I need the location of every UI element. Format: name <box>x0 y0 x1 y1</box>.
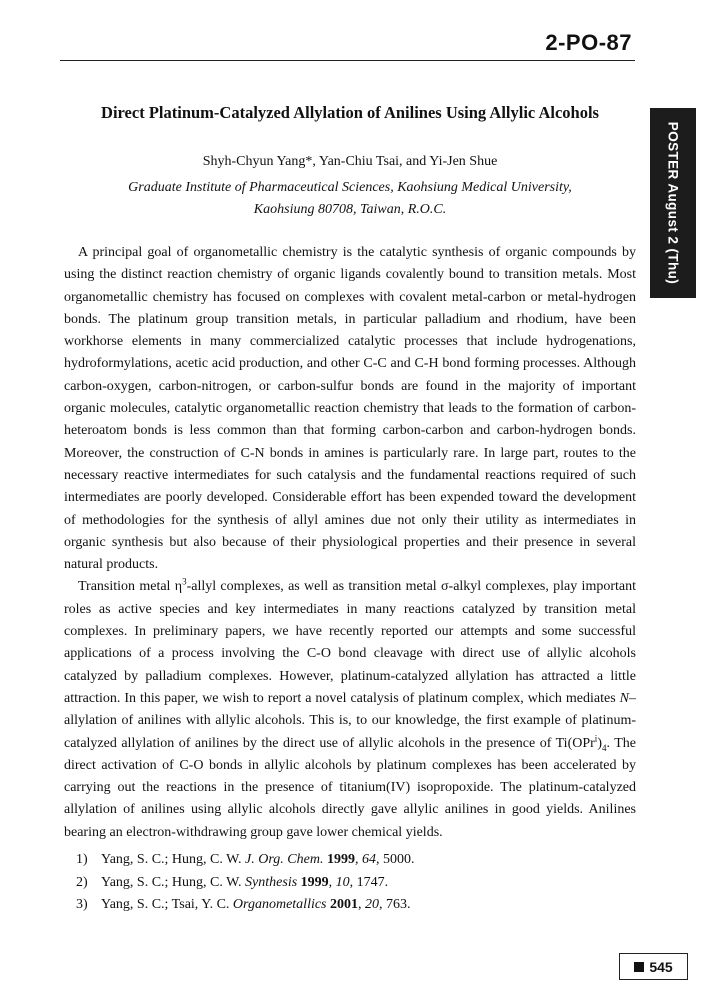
reference-item: 1) Yang, S. C.; Hung, C. W. J. Org. Chem. 1999, 64, 5000. <box>76 849 576 872</box>
reference-number: 2) <box>76 874 88 890</box>
paragraph-1: A principal goal of organometallic chemistry is the catalytic synthesis of organic compounds by using the distinct reaction chemistry of organic ligands covalently bound to transition metals. Most organometallic chemistry has focused on complexes with covalent metal-carbon or metal-hydrogen bonds. The platinum group transition metals, in particular palladium and rhodium, have been workhorse elements in many commercialized catalytic processes that include hydrogenations, hydroformylations, acetic acid production, and other C-C and C-H bond forming processes. Although carbon-oxygen, carbon-nitrogen, or carbon-sulfur bonds are found in the majority of important organic molecules, catalytic organometallic reaction chemistry that leads to the formation of carbon-heteroatom bonds is less common than that forming carbon-carbon and carbon-hydrogen bonds. Moreover, the construction of C-N bonds in amines is particularly rare. In large part, routes to the necessary reactive intermediates for such catalysis and the fundamental reactions required of such intermediates are poorly developed. Considerable effort has been expended toward the development of methodologies for the synthesis of allyl amines due not only their utility as intermediates in organic synthesis but also because of their physiological properties and their presence in several natural products. <box>64 245 636 573</box>
reference-pages: 5000. <box>382 852 415 867</box>
reference-item: 3) Yang, S. C.; Tsai, Y. C. Organometallics 2001, 20, 763. <box>76 894 576 917</box>
page-number: 545 <box>649 958 673 975</box>
p2-text-a: Transition metal η <box>78 579 183 595</box>
p2-subscript-4: 4 <box>601 742 607 753</box>
reference-year: 1999 <box>326 852 355 867</box>
affiliation-line-2: Kaohsiung 80708, Taiwan, R.O.C. <box>253 202 447 217</box>
reference-authors: Yang, S. C.; Tsai, Y. C. <box>100 897 230 912</box>
author-list: Shyh-Chyun Yang*, Yan-Chiu Tsai, and Yi-Jen Shue <box>202 154 498 169</box>
reference-journal: J. Org. Chem. <box>245 852 324 867</box>
reference-year: 1999 <box>300 874 329 890</box>
page-number-box <box>619 953 688 980</box>
reference-journal: Organometallics <box>232 897 327 912</box>
paper-title: Direct Platinum-Catalyzed Allylation of Anilines Using Allylic Alcohols <box>101 103 599 122</box>
paragraph-2 <box>64 576 636 844</box>
p2-superscript-3: 3 <box>182 576 187 587</box>
reference-number: 3) <box>76 897 88 912</box>
p2-text-e: . The direct activation of C-O bonds in allylic alcohols by platinum complexes has been accelerated by carrying out the reactions in the presence of titanium(IV) isopropoxide. The platinum-catalyzed allylation of anilines using allylic alcohols directly gave allylic anilines in good yields. Anilines bearing an electron-withdrawing group gave lower chemical yields. <box>64 735 636 840</box>
p2-text-d: ) <box>597 735 602 751</box>
p2-text-c: –allylation of anilines with allylic alcohols. This is, to our knowledge, the first example of platinum-catalyzed allylation of anilines by the direct use of allylic alcohols in the presence of Ti(OPr <box>64 690 636 751</box>
reference-pages: 1747. <box>356 874 389 890</box>
reference-pages: 763. <box>386 897 411 912</box>
reference-number: 1) <box>76 852 88 867</box>
session-code: 2-PO-87 <box>545 30 632 55</box>
affiliation <box>60 177 640 221</box>
reference-authors: Yang, S. C.; Hung, C. W. <box>100 852 242 867</box>
poster-side-tab <box>650 108 696 298</box>
side-tab-label: POSTER August 2 (Thu) <box>665 121 681 285</box>
abstract-body <box>64 242 636 844</box>
reference-item: 2) Yang, S. C.; Hung, C. W. Synthesis 1999, 10, 1747. <box>76 872 576 895</box>
reference-list <box>76 849 576 917</box>
affiliation-line-1: Graduate Institute of Pharmaceutical Sciences, Kaohsiung Medical University, <box>128 180 572 195</box>
reference-volume: 10 <box>335 874 350 890</box>
p2-italic-n: N <box>619 690 629 706</box>
reference-volume: 64 <box>361 852 376 867</box>
reference-volume: 20 <box>365 897 380 912</box>
p2-text-b: -allyl complexes, as well as transition metal σ-alkyl complexes, play important roles as active species and key intermediates in many reactions catalyzed by transition metal complexes. In preliminary papers, we have recently reported our attempts and some successful applications of a process involving the C-O bond cleavage with direct use of allylic alcohols catalyzed by palladium complexes. However, platinum-catalyzed allylation has attracted a little attraction. In this paper, we wish to report a novel catalysis of platinum complex, which mediates <box>64 579 636 706</box>
header-rule <box>60 60 635 61</box>
black-square-icon <box>634 962 644 972</box>
reference-year: 2001 <box>330 897 359 912</box>
reference-journal: Synthesis <box>245 874 298 890</box>
reference-authors: Yang, S. C.; Hung, C. W. <box>100 874 242 890</box>
p2-superscript-i: i <box>594 732 598 743</box>
